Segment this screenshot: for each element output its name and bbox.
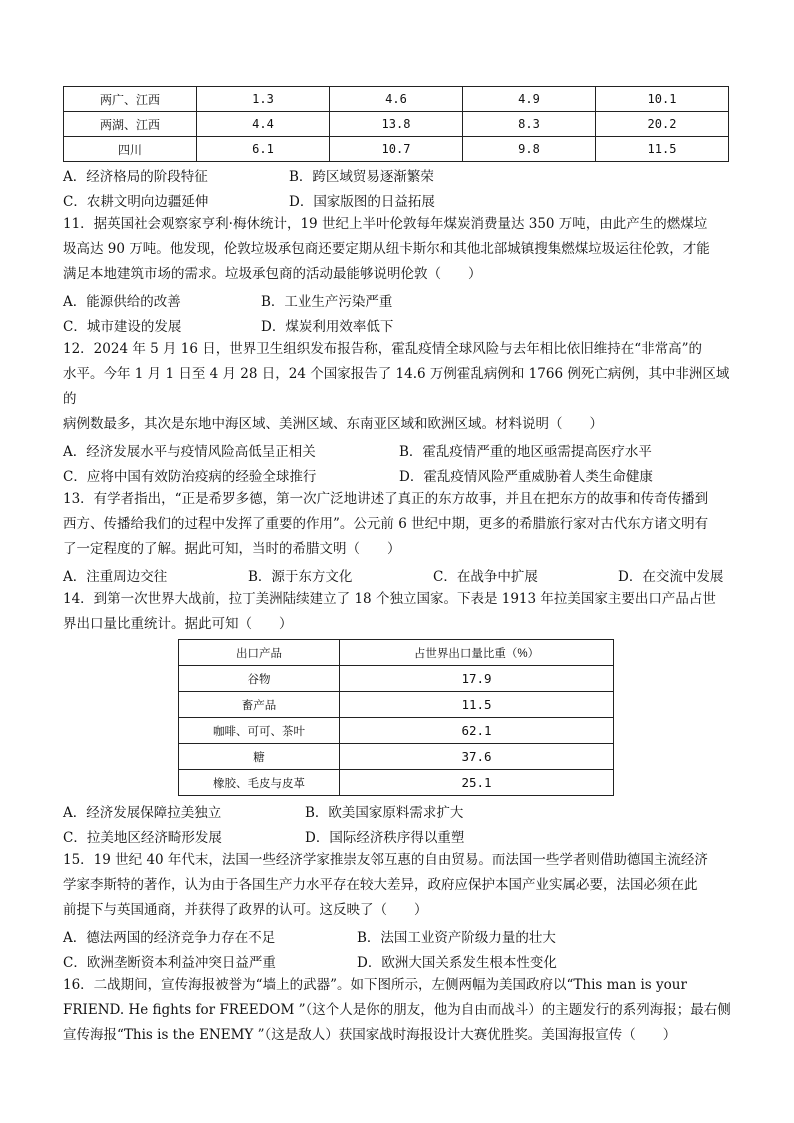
table-cell-region: 两广、江西 bbox=[64, 87, 197, 112]
q11-option-b[interactable]: B．工业生产污染严重 bbox=[261, 293, 393, 310]
q10-option-b[interactable]: B．跨区域贸易逐渐繁荣 bbox=[289, 168, 434, 185]
table-cell: 13.8 bbox=[329, 112, 462, 137]
q13-stem-line: 西方、传播给我们的过程中发挥了重要的作用”。公元前 6 世纪中期，更多的希腊旅行家对古代东方诸文明有 bbox=[63, 516, 709, 532]
table-cell: 10.1 bbox=[595, 87, 728, 112]
table-row bbox=[64, 137, 729, 162]
q16-stem-line: 16．二战期间，宣传海报被誉为“墙上的武器”。如下图所示，左侧两幅为美国政府以“This man is your bbox=[63, 977, 687, 993]
table-header-row bbox=[179, 640, 614, 666]
table-row bbox=[179, 718, 614, 744]
q16-stem-line: 宣传海报“This is the ENEMY ”（这是敌人）获国家战时海报设计大赛优胜奖。美国海报宣传（ ） bbox=[63, 1027, 677, 1043]
table-cell-product: 糖 bbox=[179, 744, 340, 770]
q12-option-a[interactable]: A．经济发展水平与疫情风险高低呈正相关 bbox=[63, 443, 316, 460]
q10-option-a[interactable]: A．经济格局的阶段特征 bbox=[63, 168, 208, 185]
table-row bbox=[179, 692, 614, 718]
table-cell-share: 11.5 bbox=[340, 692, 614, 718]
q13-stem-line: 13．有学者指出，“正是希罗多德，第一次广泛地讲述了真正的东方故事，并且在把东方的故事和传奇传播到 bbox=[63, 491, 709, 507]
q10-options-row-1 bbox=[63, 162, 733, 187]
q11-stem-line: 圾高达 90 万吨。他发现，伦敦垃圾承包商还要定期从纽卡斯尔和其他北部城镇搜集燃煤垃圾运往伦敦，才能 bbox=[63, 241, 710, 257]
table-header-cell: 占世界出口量比重（%） bbox=[340, 640, 614, 666]
table-row bbox=[64, 112, 729, 137]
table-cell-region: 两湖、江西 bbox=[64, 112, 197, 137]
q11-options-row-1 bbox=[63, 287, 733, 312]
q15-stem-line: 15．19 世纪 40 年代末，法国一些经济学家推崇友邻互惠的自由贸易。而法国一些学者则借助德国主流经济 bbox=[63, 852, 708, 868]
q11-stem-line: 满足本地建筑市场的需求。垃圾承包商的活动最能够说明伦敦（ ） bbox=[63, 266, 482, 282]
q12-option-d[interactable]: D．霍乱疫情风险严重威胁着人类生命健康 bbox=[399, 468, 653, 485]
q15-option-a[interactable]: A．德法两国的经济竞争力存在不足 bbox=[63, 929, 276, 946]
q15-stem-line: 学家李斯特的著作，认为由于各国生产力水平存在较大差异，政府应保护本国产业实属必要，法国必须在此 bbox=[63, 877, 698, 893]
table-cell-share: 37.6 bbox=[340, 744, 614, 770]
table-cell: 20.2 bbox=[595, 112, 728, 137]
table-cell: 10.7 bbox=[329, 137, 462, 162]
region-data-table bbox=[63, 86, 729, 162]
q10-option-c[interactable]: C．农耕文明向边疆延伸 bbox=[63, 193, 209, 210]
q11-stem-line: 11．据英国社会观察家亨利·梅休统计，19 世纪上半叶伦敦每年煤炭消费量达 350 万吨，由此产生的燃煤垃 bbox=[63, 216, 708, 232]
q10-option-d[interactable]: D．国家版图的日益拓展 bbox=[289, 193, 435, 210]
q11-options-row-2 bbox=[63, 312, 733, 337]
table-cell-region: 四川 bbox=[64, 137, 197, 162]
q13-option-d[interactable]: D．在交流中发展 bbox=[618, 568, 724, 585]
q11-option-c[interactable]: C．城市建设的发展 bbox=[63, 318, 182, 335]
q15-options-row-1 bbox=[63, 923, 733, 948]
q13-options-row bbox=[63, 562, 733, 587]
q14-option-c[interactable]: C．拉美地区经济畸形发展 bbox=[63, 829, 222, 846]
q14-option-a[interactable]: A．经济发展保障拉美独立 bbox=[63, 804, 222, 821]
table-row bbox=[64, 87, 729, 112]
table-cell-product: 畜产品 bbox=[179, 692, 340, 718]
q12-option-b[interactable]: B．霍乱疫情严重的地区亟需提高医疗水平 bbox=[399, 443, 652, 460]
table-cell: 4.4 bbox=[196, 112, 329, 137]
table-row bbox=[179, 666, 614, 692]
q13-stem-line: 了一定程度的了解。据此可知，当时的希腊文明（ ） bbox=[63, 541, 401, 557]
table-cell-product: 谷物 bbox=[179, 666, 340, 692]
q12-options-row-1 bbox=[63, 437, 733, 462]
table-cell: 9.8 bbox=[462, 137, 595, 162]
table-cell-share: 62.1 bbox=[340, 718, 614, 744]
q14-options-row-2 bbox=[63, 823, 733, 848]
q10-options-row-2 bbox=[63, 187, 733, 212]
table-cell-product: 咖啡、可可、茶叶 bbox=[179, 718, 340, 744]
q12-stem-line: 水平。今年 1 月 1 日至 4 月 28 日，24 个国家报告了 14.6 万例霍乱病例和 1766 例死亡病例，其中非洲区域的 bbox=[63, 366, 730, 407]
table-row bbox=[179, 744, 614, 770]
table-cell-share: 17.9 bbox=[340, 666, 614, 692]
export-share-table bbox=[178, 639, 614, 796]
q15-options-row-2 bbox=[63, 948, 733, 973]
table-cell: 11.5 bbox=[595, 137, 728, 162]
q12-stem-line: 12．2024 年 5 月 16 日，世界卫生组织发布报告称，霍乱疫情全球风险与去年相比依旧维持在“非常高”的 bbox=[63, 341, 703, 357]
table-cell: 1.3 bbox=[196, 87, 329, 112]
q14-stem-line: 界出口量比重统计。据此可知（ ） bbox=[63, 616, 293, 632]
q12-stem-line: 病例数最多，其次是东地中海区域、美洲区域、东南亚区域和欧洲区域。材料说明（ ） bbox=[63, 416, 603, 432]
q14-options-row-1 bbox=[63, 798, 733, 823]
q14-option-b[interactable]: B．欧美国家原料需求扩大 bbox=[305, 804, 464, 821]
q16-stem-line: FRIEND. He fights for FREEDOM ”（这个人是你的朋友，他为自由而战斗）的主题发行的系列海报；最右侧 bbox=[63, 1002, 731, 1018]
table-cell-product: 橡胶、毛皮与皮革 bbox=[179, 770, 340, 796]
table-cell: 4.9 bbox=[462, 87, 595, 112]
table-row bbox=[179, 770, 614, 796]
q14-option-d[interactable]: D．国际经济秩序得以重塑 bbox=[305, 829, 465, 846]
q13-option-b[interactable]: B．源于东方文化 bbox=[248, 568, 353, 585]
q12-option-c[interactable]: C．应将中国有效防治疫病的经验全球推行 bbox=[63, 468, 317, 485]
table-cell: 8.3 bbox=[462, 112, 595, 137]
q12-options-row-2 bbox=[63, 462, 733, 487]
q13-option-a[interactable]: A．注重周边交往 bbox=[63, 568, 168, 585]
q11-option-d[interactable]: D．煤炭利用效率低下 bbox=[261, 318, 394, 335]
q15-option-b[interactable]: B．法国工业资产阶级力量的壮大 bbox=[357, 929, 556, 946]
exam-page bbox=[63, 86, 733, 1048]
table-cell-share: 25.1 bbox=[340, 770, 614, 796]
q15-option-c[interactable]: C．欧洲垄断资本利益冲突日益严重 bbox=[63, 954, 276, 971]
q15-stem-line: 前提下与英国通商，并获得了政界的认可。这反映了（ ） bbox=[63, 902, 428, 918]
table-cell: 4.6 bbox=[329, 87, 462, 112]
q14-stem-line: 14．到第一次世界大战前，拉丁美洲陆续建立了 18 个独立国家。下表是 1913 年拉美国家主要出口产品占世 bbox=[63, 591, 716, 607]
table-header-cell: 出口产品 bbox=[179, 640, 340, 666]
q13-option-c[interactable]: C．在战争中扩展 bbox=[433, 568, 538, 585]
q15-option-d[interactable]: D．欧洲大国关系发生根本性变化 bbox=[357, 954, 557, 971]
table-cell: 6.1 bbox=[196, 137, 329, 162]
q11-option-a[interactable]: A．能源供给的改善 bbox=[63, 293, 181, 310]
